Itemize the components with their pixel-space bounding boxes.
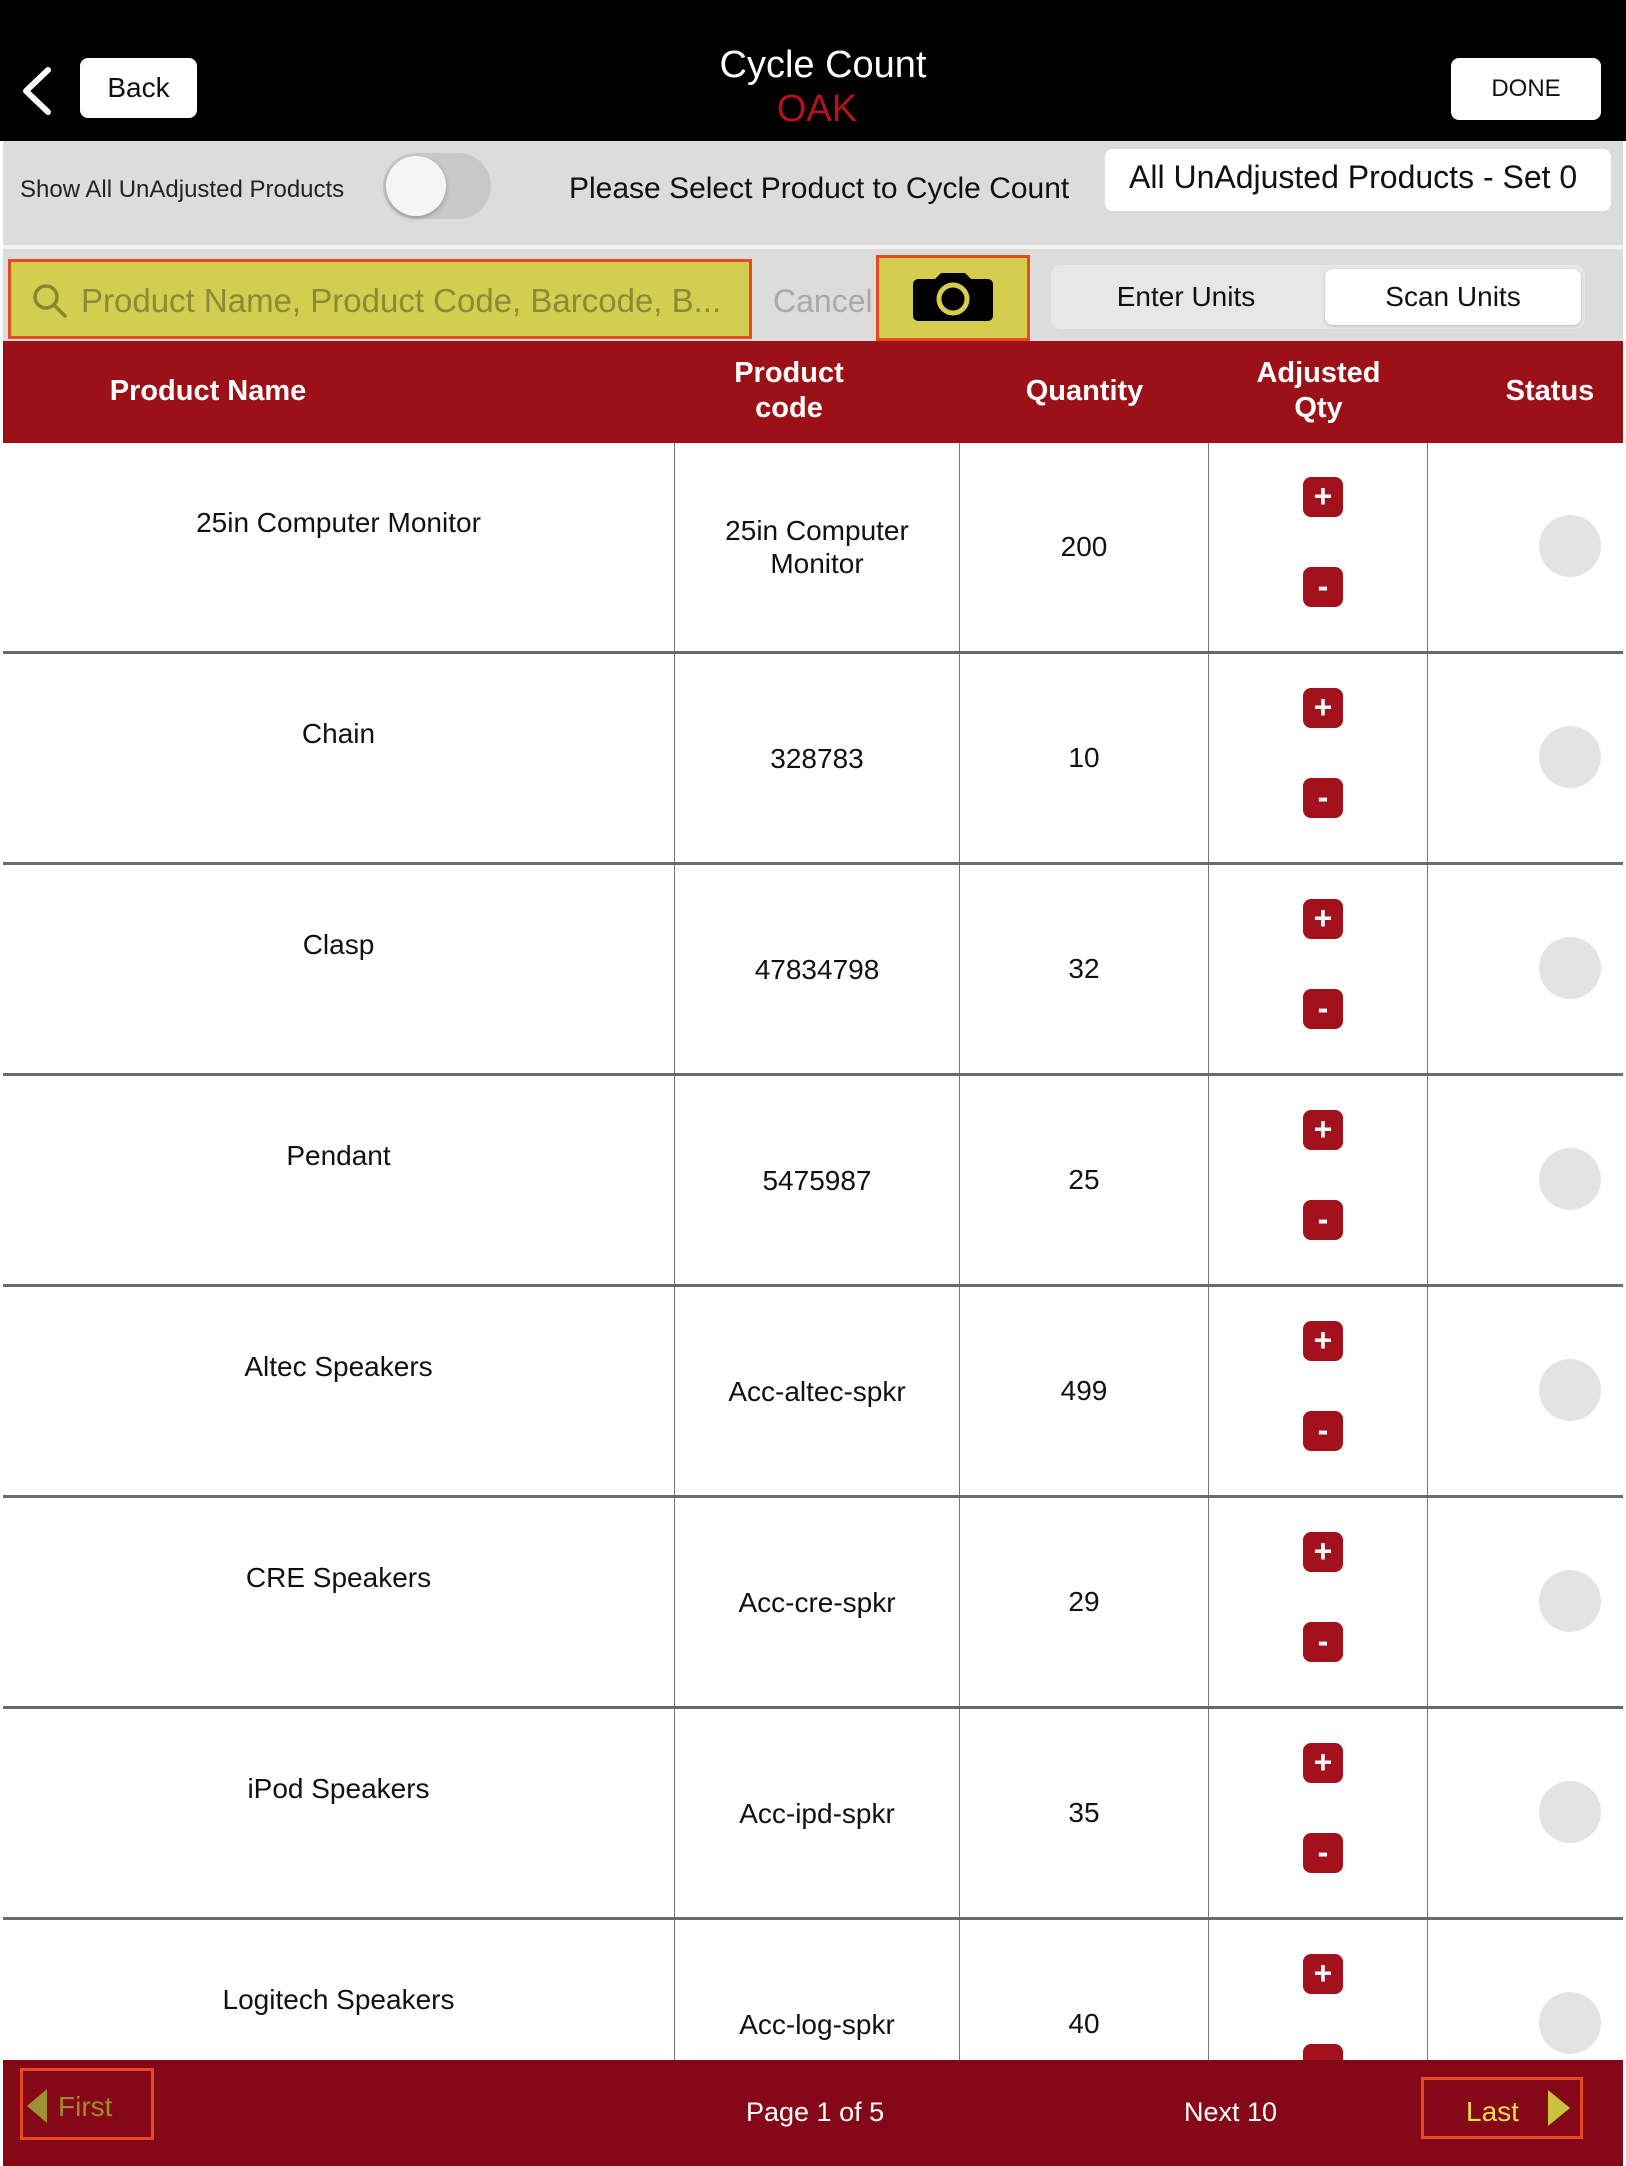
quantity-value: 10 <box>1068 742 1100 773</box>
status-indicator[interactable] <box>1539 1570 1601 1632</box>
increment-button[interactable]: + <box>1303 477 1343 517</box>
decrement-button[interactable]: - <box>1303 1833 1343 1873</box>
increment-button[interactable]: + <box>1303 899 1343 939</box>
quantity-cell <box>960 865 1209 1073</box>
product-code: Acc-cre-spkr <box>738 1586 896 1618</box>
column-header-adjusted-qty <box>1209 356 1428 426</box>
product-name: Logitech Speakers <box>222 1984 455 2015</box>
product-code-cell <box>675 1498 960 1706</box>
status-cell <box>1428 443 1623 651</box>
quantity-value: 40 <box>1068 2008 1100 2039</box>
status-indicator[interactable] <box>1539 1992 1601 2054</box>
product-set-value: All UnAdjusted Products - Set 0 <box>1129 159 1578 195</box>
table-row[interactable] <box>3 654 1623 865</box>
quantity-cell <box>960 443 1209 651</box>
adjusted-qty-cell <box>1209 1709 1428 1917</box>
quantity-cell <box>960 1709 1209 1917</box>
product-name-cell <box>3 654 675 862</box>
cancel-button[interactable]: Cancel <box>773 283 873 319</box>
product-code: 5475987 <box>762 1164 872 1196</box>
increment-button[interactable]: + <box>1303 1110 1343 1150</box>
scan-units-tab[interactable]: Scan Units <box>1325 269 1581 325</box>
column-header-adjusted-line1: Adjusted <box>1256 357 1381 389</box>
column-header-product-name: Product Name <box>109 375 307 407</box>
increment-button[interactable]: + <box>1303 1532 1343 1572</box>
quantity-cell <box>960 1287 1209 1495</box>
page-indicator: Page 1 of 5 <box>746 2097 885 2127</box>
done-button[interactable]: DONE <box>1451 58 1601 120</box>
product-code-cell <box>675 443 960 651</box>
column-header-status: Status <box>1505 375 1595 407</box>
adjusted-qty-cell <box>1209 1287 1428 1495</box>
adjusted-qty-cell <box>1209 1498 1428 1706</box>
product-code-cell <box>675 1709 960 1917</box>
product-name-cell <box>3 1076 675 1284</box>
increment-button[interactable]: + <box>1303 1954 1343 1994</box>
quantity-value: 499 <box>1060 1375 1108 1406</box>
column-header-code-line1: Product <box>734 357 844 389</box>
show-all-label: Show All UnAdjusted Products <box>20 176 345 203</box>
product-code: Acc-log-spkr <box>739 2008 895 2040</box>
product-name-cell <box>3 1287 675 1495</box>
increment-button[interactable]: + <box>1303 1743 1343 1783</box>
table-header <box>3 341 1623 443</box>
table-row[interactable] <box>3 865 1623 1076</box>
pagination-bar <box>3 2060 1623 2166</box>
product-name: 25in Computer Monitor <box>196 507 481 538</box>
product-code: Acc-ipd-spkr <box>739 1797 895 1829</box>
product-code: 47834798 <box>754 953 880 985</box>
table-row[interactable] <box>3 1287 1623 1498</box>
status-indicator[interactable] <box>1539 1359 1601 1421</box>
quantity-cell <box>960 1498 1209 1706</box>
adjusted-qty-cell <box>1209 654 1428 862</box>
show-all-toggle[interactable] <box>383 153 491 219</box>
status-cell <box>1428 1287 1623 1495</box>
last-page-button[interactable] <box>1421 2077 1583 2139</box>
status-indicator[interactable] <box>1539 1781 1601 1843</box>
first-page-button[interactable] <box>20 2068 154 2140</box>
last-page-label: Last <box>1466 2096 1519 2127</box>
status-cell <box>1428 865 1623 1073</box>
unit-mode-segmented-control <box>1051 265 1585 329</box>
search-input[interactable] <box>79 272 749 330</box>
decrement-button[interactable]: - <box>1303 567 1343 607</box>
product-set-dropdown[interactable] <box>1105 149 1611 211</box>
decrement-button[interactable]: - <box>1303 778 1343 818</box>
product-table <box>3 443 1623 2060</box>
quantity-value: 29 <box>1068 1586 1100 1617</box>
decrement-button[interactable]: - <box>1303 1411 1343 1451</box>
table-row[interactable] <box>3 1498 1623 1709</box>
status-cell <box>1428 1076 1623 1284</box>
product-name: Altec Speakers <box>244 1351 433 1382</box>
camera-scan-button[interactable] <box>876 255 1030 341</box>
product-code: Acc-altec-spkr <box>728 1375 906 1407</box>
product-name: Clasp <box>302 929 375 960</box>
column-header-code-line2: code <box>755 392 823 424</box>
product-name: CRE Speakers <box>245 1562 432 1593</box>
search-bar <box>3 249 1623 341</box>
status-indicator[interactable] <box>1539 726 1601 788</box>
column-header-adjusted-line2: Qty <box>1294 392 1343 424</box>
product-code-cell <box>675 654 960 862</box>
first-page-label: First <box>58 2091 113 2122</box>
select-product-prompt: Please Select Product to Cycle Count <box>569 172 1070 205</box>
product-name: Chain <box>301 718 376 749</box>
table-row[interactable] <box>3 1709 1623 1920</box>
quantity-value: 200 <box>1060 531 1108 562</box>
adjusted-qty-cell <box>1209 865 1428 1073</box>
column-header-quantity: Quantity <box>1025 375 1144 407</box>
quantity-cell <box>960 1076 1209 1284</box>
next-page-button[interactable]: Next 10 <box>1184 2097 1278 2127</box>
back-button[interactable]: Back <box>80 58 197 118</box>
table-row[interactable] <box>3 1076 1623 1287</box>
product-code-cell <box>675 1076 960 1284</box>
table-row[interactable] <box>3 443 1623 654</box>
page-title: Cycle Count <box>719 44 927 86</box>
column-header-product-code <box>675 356 903 426</box>
product-name-cell <box>3 1498 675 1706</box>
status-indicator[interactable] <box>1539 937 1601 999</box>
location-subtitle: OAK <box>776 88 858 130</box>
quantity-cell <box>960 654 1209 862</box>
decrement-button[interactable]: - <box>1303 1200 1343 1240</box>
quantity-value: 35 <box>1068 1797 1100 1828</box>
decrement-button[interactable]: - <box>1303 1622 1343 1662</box>
increment-button[interactable]: + <box>1303 688 1343 728</box>
adjusted-qty-cell <box>1209 1076 1428 1284</box>
status-cell <box>1428 654 1623 862</box>
status-cell <box>1428 1709 1623 1917</box>
product-name: iPod Speakers <box>247 1773 430 1804</box>
product-name-cell <box>3 443 675 651</box>
status-indicator[interactable] <box>1539 1148 1601 1210</box>
triangle-left-icon <box>27 2089 47 2123</box>
product-code-cell <box>675 865 960 1073</box>
status-indicator[interactable] <box>1539 515 1601 577</box>
search-icon <box>31 282 69 320</box>
adjusted-qty-cell <box>1209 443 1428 651</box>
product-name-cell <box>3 865 675 1073</box>
increment-button[interactable]: + <box>1303 1321 1343 1361</box>
quantity-value: 32 <box>1068 953 1100 984</box>
toggle-knob <box>386 156 446 216</box>
product-code-cell <box>675 1287 960 1495</box>
filter-bar <box>3 141 1623 245</box>
product-name: Pendant <box>286 1140 391 1171</box>
navigation-bar <box>0 0 1626 141</box>
product-code: 328783 <box>770 742 864 774</box>
status-cell <box>1428 1498 1623 1706</box>
camera-icon <box>909 271 997 323</box>
decrement-button[interactable]: - <box>1303 989 1343 1029</box>
triangle-right-icon <box>1548 2090 1570 2126</box>
product-name-cell <box>3 1709 675 1917</box>
quantity-value: 25 <box>1068 1164 1100 1195</box>
enter-units-tab[interactable]: Enter Units <box>1116 281 1256 312</box>
product-code: 25in Computer Monitor <box>725 515 909 579</box>
search-field[interactable] <box>8 259 752 339</box>
